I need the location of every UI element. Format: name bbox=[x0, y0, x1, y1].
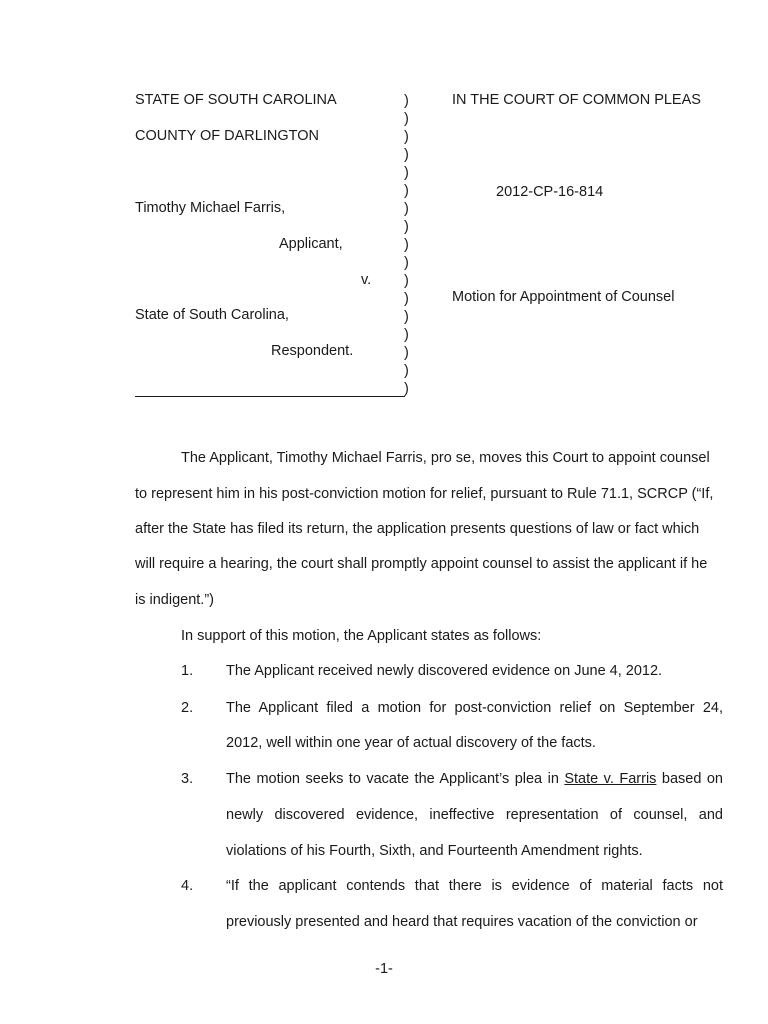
paren: ) bbox=[404, 201, 409, 217]
paren: ) bbox=[404, 255, 409, 271]
respondent-role: Respondent. bbox=[271, 343, 354, 359]
paren: ) bbox=[404, 165, 409, 181]
item-number: 1. bbox=[181, 663, 194, 679]
body-line: will require a hearing, the court shall promptly appoint counsel to assist the applicant if he bbox=[135, 556, 708, 572]
body-line: to represent him in his post-conviction motion for relief, pursuant to Rule 71.1, SCRCP (“If, bbox=[135, 486, 714, 502]
support-intro: In support of this motion, the Applicant states as follows: bbox=[181, 628, 542, 644]
versus-label: v. bbox=[361, 272, 372, 288]
body-line: is indigent.”) bbox=[135, 592, 214, 608]
paren: ) bbox=[404, 147, 409, 163]
paren: ) bbox=[404, 309, 409, 325]
item-number: 2. bbox=[181, 700, 194, 716]
paren: ) bbox=[404, 291, 409, 307]
caption-state: STATE OF SOUTH CAROLINA bbox=[135, 92, 337, 108]
body-line: The Applicant, Timothy Michael Farris, pro se, moves this Court to appoint counsel bbox=[181, 450, 710, 466]
motion-title: Motion for Appointment of Counsel bbox=[452, 289, 675, 305]
caption-signature-line bbox=[135, 396, 405, 397]
item-text: 2012, well within one year of actual discovery of the facts. bbox=[226, 735, 596, 751]
paren: ) bbox=[404, 381, 409, 397]
item-text: based on bbox=[656, 771, 723, 787]
item-number: 3. bbox=[181, 771, 194, 787]
applicant-role: Applicant, bbox=[279, 236, 343, 252]
paren: ) bbox=[404, 345, 409, 361]
paren: ) bbox=[404, 363, 409, 379]
respondent-name: State of South Carolina, bbox=[135, 307, 289, 323]
paren: ) bbox=[404, 219, 409, 235]
paren: ) bbox=[404, 129, 409, 145]
item-text: violations of his Fourth, Sixth, and Fourteenth Amendment rights. bbox=[226, 843, 643, 859]
paren: ) bbox=[404, 183, 409, 199]
item-text: The Applicant filed a motion for post-conviction relief on September 24, bbox=[226, 700, 723, 716]
court-name: IN THE COURT OF COMMON PLEAS bbox=[452, 92, 701, 108]
item-text-with-case bbox=[226, 771, 723, 787]
item-text: “If the applicant contends that there is evidence of material facts not bbox=[226, 878, 723, 894]
paren: ) bbox=[404, 273, 409, 289]
item-text: The Applicant received newly discovered evidence on June 4, 2012. bbox=[226, 663, 663, 679]
item-text: previously presented and heard that requires vacation of the conviction or bbox=[226, 914, 698, 930]
paren: ) bbox=[404, 327, 409, 343]
caption-parenthesis-column bbox=[404, 92, 418, 398]
body-line: after the State has filed its return, the application presents questions of law or fact which bbox=[135, 521, 700, 537]
page-number: -1- bbox=[375, 961, 393, 977]
case-citation: State v. Farris bbox=[564, 771, 657, 787]
paren: ) bbox=[404, 237, 409, 253]
paren: ) bbox=[404, 93, 409, 109]
paren: ) bbox=[404, 111, 409, 127]
item-text: The motion seeks to vacate the Applicant’s plea in bbox=[226, 771, 565, 787]
caption-county: COUNTY OF DARLINGTON bbox=[135, 128, 319, 144]
item-number: 4. bbox=[181, 878, 194, 894]
applicant-name: Timothy Michael Farris, bbox=[135, 200, 286, 216]
case-number: 2012-CP-16-814 bbox=[496, 184, 604, 200]
item-text: newly discovered evidence, ineffective representation of counsel, and bbox=[226, 807, 723, 823]
